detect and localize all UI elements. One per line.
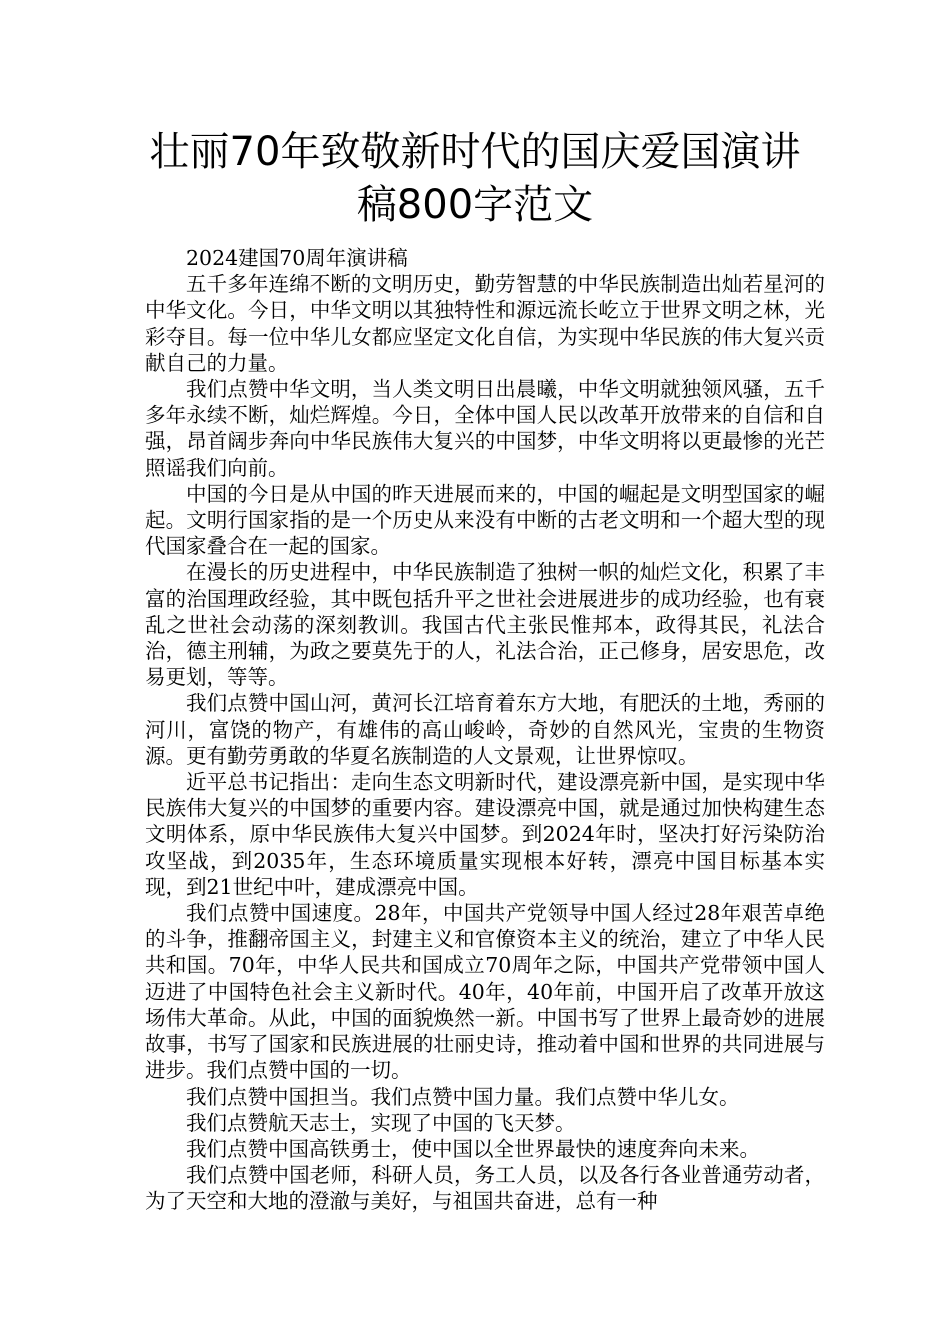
body-paragraph: 我们点赞中国高铁勇士，使中国以全世界最快的速度奔向未来。 (186, 1136, 760, 1161)
body-paragraph: 我们点赞航天志士，实现了中国的飞天梦。 (186, 1110, 576, 1135)
title-line-2: 稿800字范文 (356, 182, 594, 228)
body-paragraph: 我们点赞中国老师，科研人员，务工人员，以及各行各业普通劳动者，为了天空和大地的澄澈与美好，与祖国共奋进，总有一种 (145, 1163, 825, 1214)
document-body (145, 245, 825, 1215)
body-paragraph: 近平总书记指出：走向生态文明新时代，建设漂亮新中国，是实现中华民族伟大复兴的中国梦的重要内容。建设漂亮中国，就是通过加快构建生态文明体系，原中华民族伟大复兴中国梦。到2024年时，坚决打好污染防治攻坚战，到2035年，生态环境质量实现根本好转，漂亮中国目标基本实现，到21世纪中叶，建成漂亮中国。 (145, 770, 825, 899)
body-paragraph: 在漫长的历史进程中，中华民族制造了独树一帜的灿烂文化，积累了丰富的治国理政经验，其中既包括升平之世社会进展进步的成功经验，也有衰乱之世社会动荡的深刻教训。我国古代主张民惟邦本，政得其民，礼法合治，德主刑辅，为政之要莫先于的人，礼法合治，正己修身，居安思危，改易更划，等等。 (145, 560, 825, 690)
body-paragraph: 中国的今日是从中国的昨天进展而来的，中国的崛起是文明型国家的崛起。文明行国家指的是一个历史从来没有中断的古老文明和一个超大型的现代国家叠合在一起的国家。 (145, 481, 825, 559)
body-paragraph: 我们点赞中国山河，黄河长江培育着东方大地，有肥沃的土地，秀丽的河川，富饶的物产，有雄伟的高山峻岭，奇妙的自然风光，宝贵的生物资源。更有勤劳勇敢的华夏名族制造的人文景观，让世界惊叹。 (145, 691, 825, 768)
title-line-1: 壮丽70年致敬新时代的国庆爱国演讲 (149, 129, 801, 175)
body-paragraph: 五千多年连绵不断的文明历史，勤劳智慧的中华民族制造出灿若星河的中华文化。今日，中华文明以其独特性和源远流长屹立于世界文明之林，光彩夺目。每一位中华儿女都应坚定文化自信，为实现中华民族的伟大复兴贡献自己的力量。 (145, 272, 825, 375)
body-paragraph: 我们点赞中国担当。我们点赞中国力量。我们点赞中华儿女。 (186, 1084, 740, 1109)
subtitle-paragraph: 2024建国70周年演讲稿 (186, 246, 408, 270)
body-paragraph: 我们点赞中国速度。28年，中国共产党领导中国人经过28年艰苦卓绝的斗争，推翻帝国主义，封建主义和官僚资本主义的统治，建立了中华人民共和国。70年，中华人民共和国成立70周年之际，中国共产党带领中国人迈进了中国特色社会主义新时代。40年，40年前，中国开启了改革开放这场伟大革命。从此，中国的面貌焕然一新。中国书写了世界上最奇妙的进展故事，书写了国家和民族进展的壮丽史诗，推动着中国和世界的共同进展与进步。我们点赞中国的一切。 (145, 901, 825, 1083)
document-title (100, 126, 850, 232)
body-paragraph: 我们点赞中华文明，当人类文明日出晨曦，中华文明就独领风骚，五千多年永续不断，灿烂辉煌。今日，全体中国人民以改革开放带来的自信和自强，昂首阔步奔向中华民族伟大复兴的中国梦，中华文明将以更最惨的光芒照谣我们向前。 (145, 377, 825, 480)
